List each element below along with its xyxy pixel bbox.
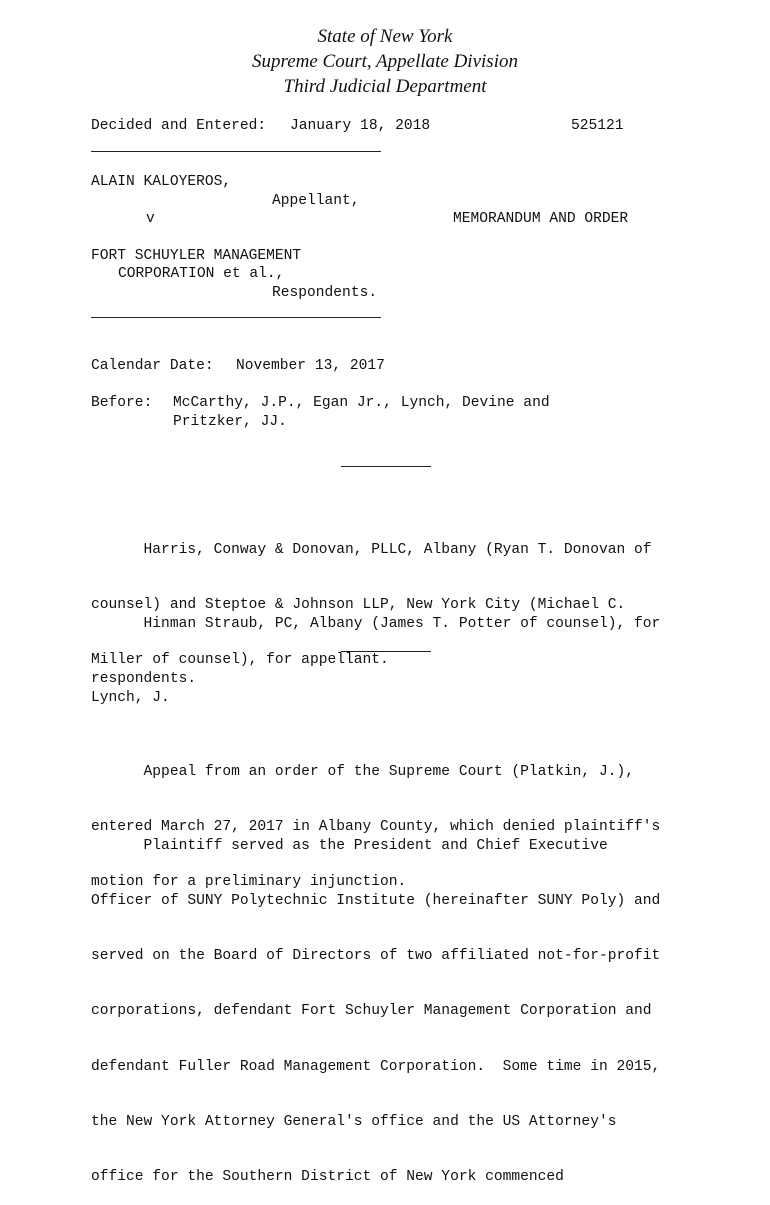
- paragraph-2-line6: the New York Attorney General's office and the US Attorney's: [91, 1113, 617, 1130]
- paragraph-2-line1: Plaintiff served as the President and Chief Executive: [91, 837, 608, 854]
- section-divider-2: [341, 651, 431, 652]
- opinion-paragraph-2: [91, 800, 660, 1205]
- appellant-counsel-line1: Harris, Conway & Donovan, PLLC, Albany (Ryan T. Donovan of: [91, 541, 652, 558]
- paragraph-2-line4: corporations, defendant Fort Schuyler Management Corporation and: [91, 1003, 652, 1020]
- decided-date: January 18, 2018: [290, 118, 431, 134]
- before-judges-line2: Pritzker, JJ.: [173, 414, 287, 430]
- respondent-name-line2: CORPORATION et al.,: [118, 266, 285, 282]
- appellant-counsel-line2: counsel) and Steptoe & Johnson LLP, New York City (Michael C.: [91, 597, 626, 614]
- court-name: State of New York: [317, 26, 453, 47]
- caption-top-rule: [91, 151, 381, 152]
- appellant-name: ALAIN KALOYEROS,: [91, 174, 232, 190]
- respondent-name-line1: FORT SCHUYLER MANAGEMENT: [91, 248, 302, 264]
- paragraph-2-line5: defendant Fuller Road Management Corporation. Some time in 2015,: [91, 1058, 661, 1075]
- document-type: MEMORANDUM AND ORDER: [453, 211, 629, 227]
- paragraph-1-line3: motion for a preliminary injunction.: [91, 874, 407, 891]
- section-divider-1: [341, 466, 431, 467]
- court-department: Third Judicial Department: [283, 76, 487, 97]
- court-division: Supreme Court, Appellate Division: [252, 51, 518, 72]
- paragraph-2-line2: Officer of SUNY Polytechnic Institute (hereinafter SUNY Poly) and: [91, 893, 661, 910]
- docket-number: 525121: [571, 118, 624, 134]
- respondents-counsel: [91, 578, 660, 707]
- respondent-role: Respondents.: [272, 285, 378, 301]
- calendar-label: Calendar Date:: [91, 358, 214, 374]
- respondents-counsel-line2: respondents.: [91, 671, 197, 688]
- appellant-counsel-line3: Miller of counsel), for appellant.: [91, 652, 389, 669]
- respondents-counsel-line1: Hinman Straub, PC, Albany (James T. Potter of counsel), for: [91, 615, 661, 632]
- calendar-date: November 13, 2017: [236, 358, 385, 374]
- paragraph-1-line2: entered March 27, 2017 in Albany County, which denied plaintiff's: [91, 819, 661, 836]
- appellant-role: Appellant,: [272, 193, 360, 209]
- paragraph-2-line3: served on the Board of Directors of two affiliated not-for-profit: [91, 948, 661, 965]
- before-label: Before:: [91, 395, 153, 411]
- paragraph-1-line1: Appeal from an order of the Supreme Court (Platkin, J.),: [91, 763, 634, 780]
- opinion-author: Lynch, J.: [91, 690, 170, 706]
- versus: v: [146, 211, 155, 227]
- paragraph-2-line7: office for the Southern District of New York commenced: [91, 1169, 564, 1186]
- decided-label: Decided and Entered:: [91, 118, 267, 134]
- caption-bottom-rule: [91, 317, 381, 318]
- before-judges-line1: McCarthy, J.P., Egan Jr., Lynch, Devine and: [173, 395, 550, 411]
